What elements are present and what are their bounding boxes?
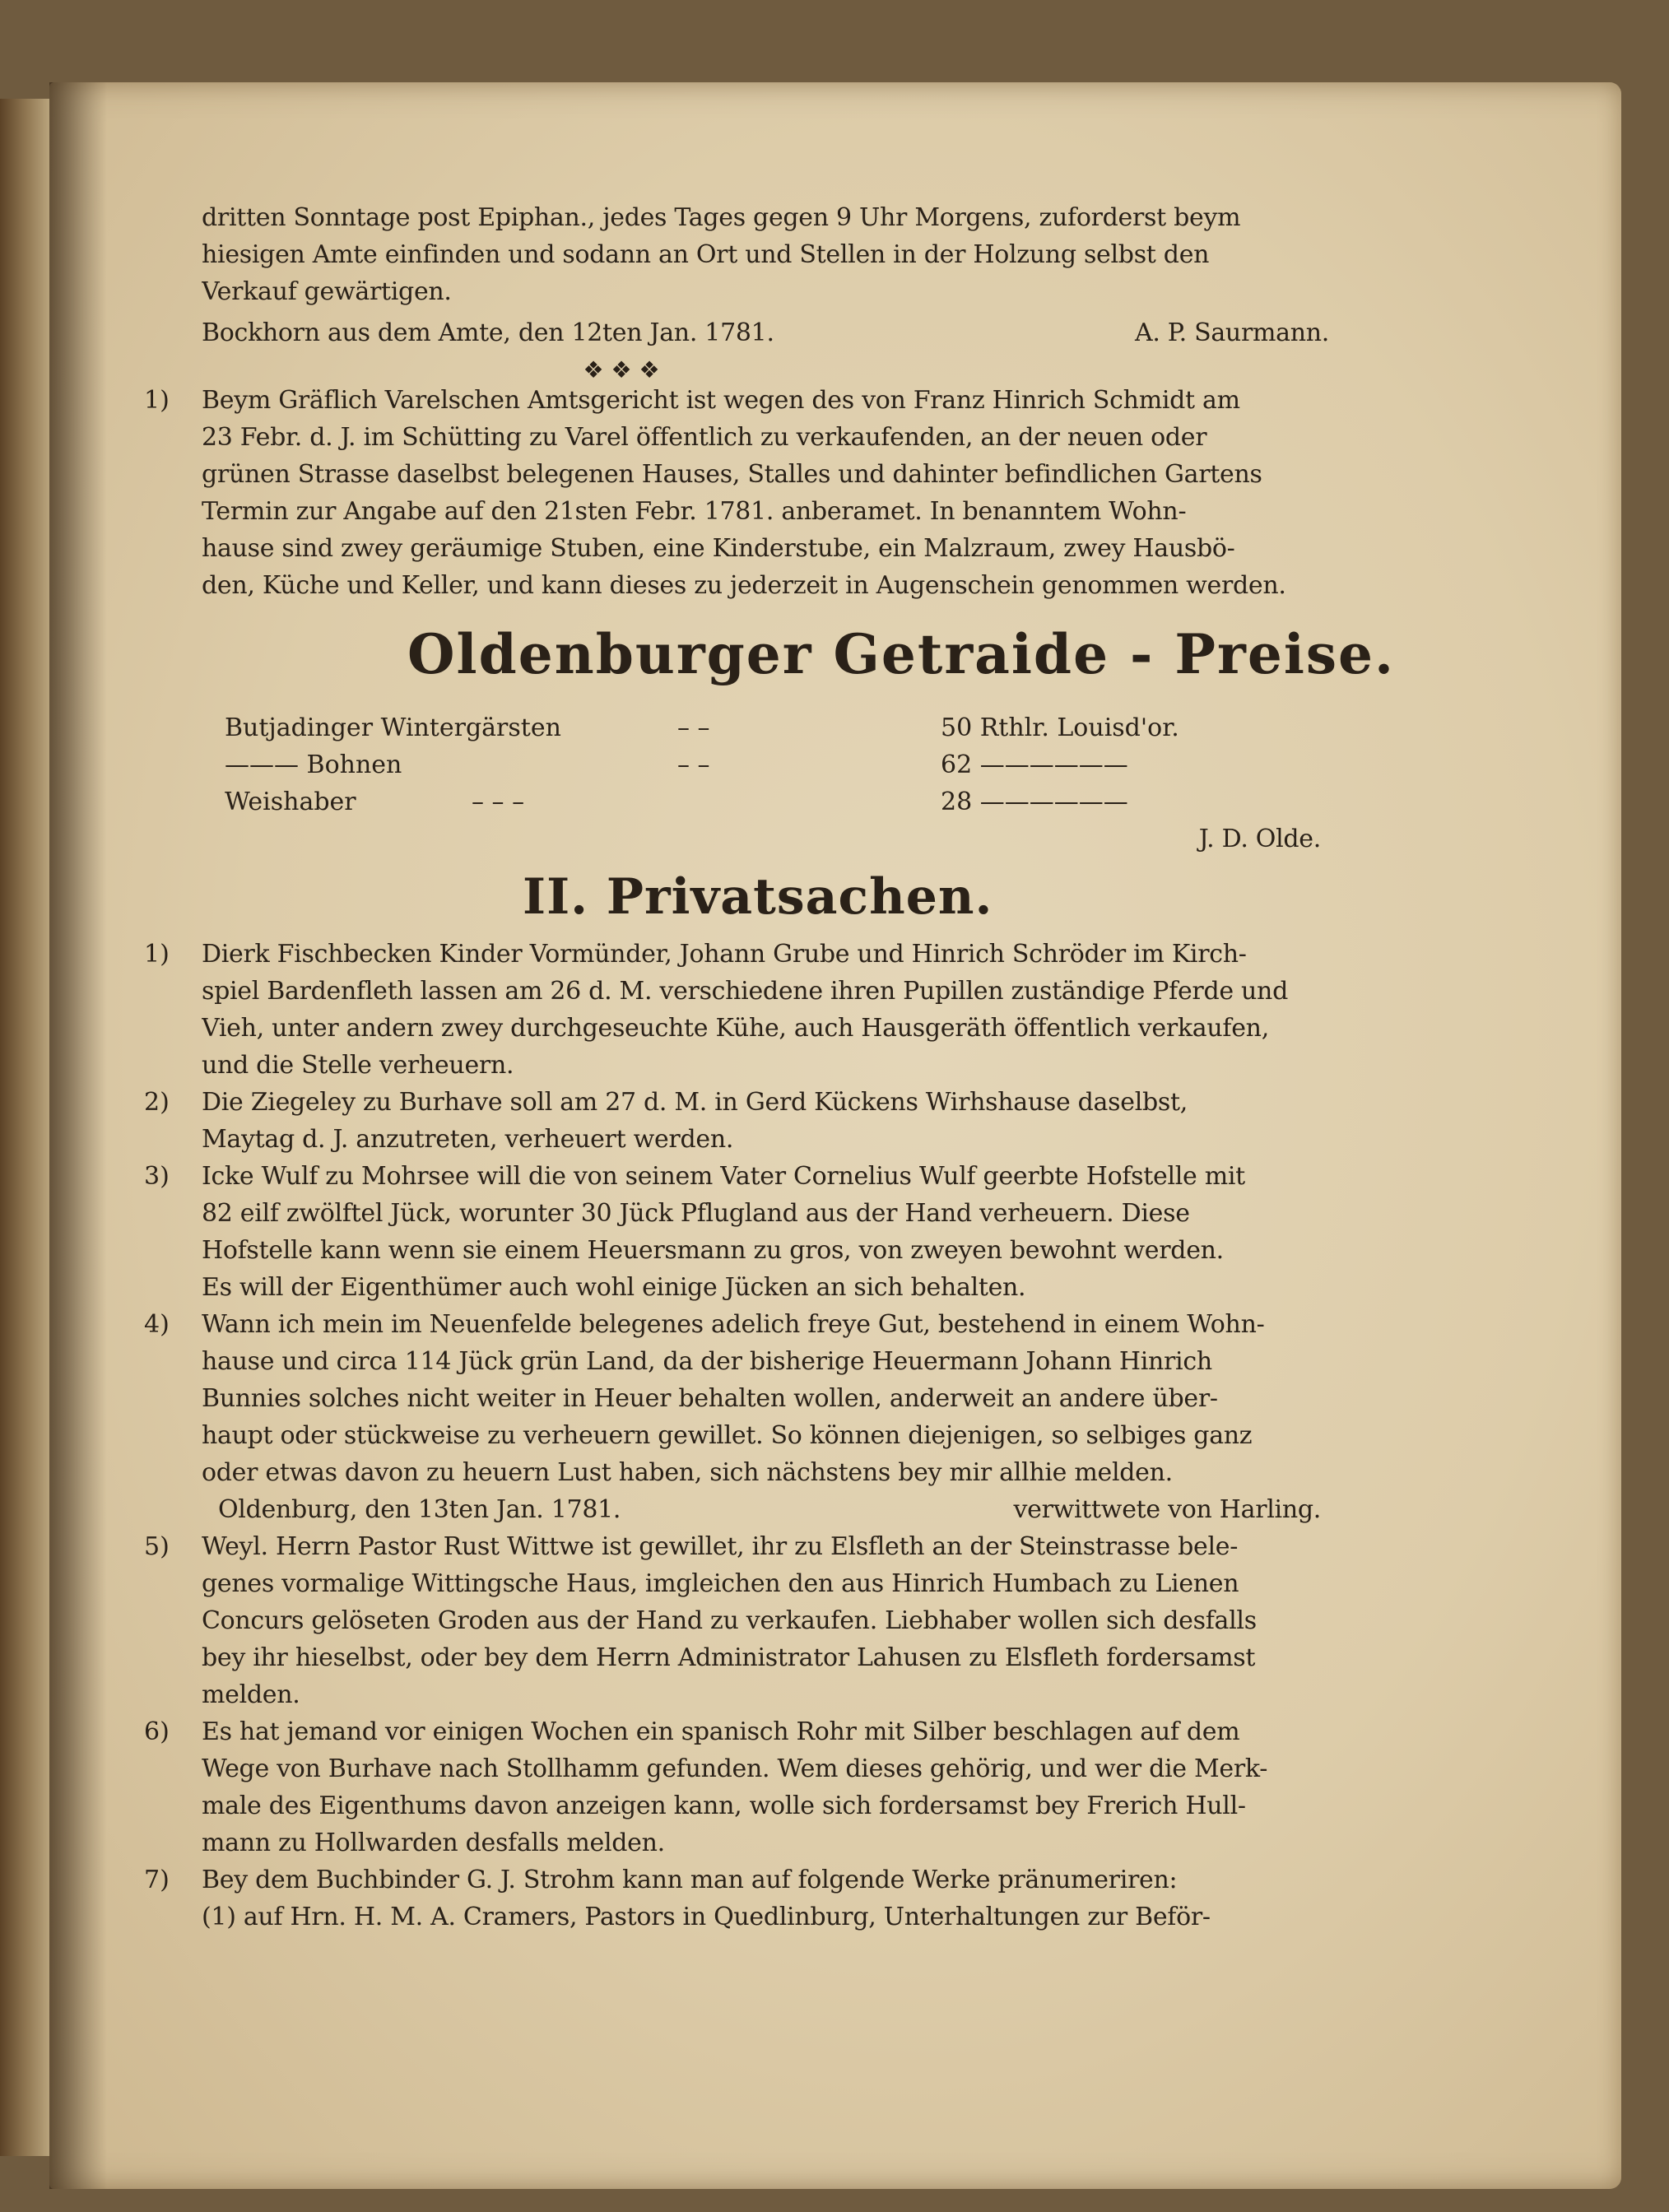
grain-price: 50 Rthlr. Louisd'or. (941, 713, 1179, 742)
grain-prices-heading: Oldenburger Getraide - Preise. (407, 622, 1396, 686)
item-1-line: und die Stelle verheuern. (202, 1051, 514, 1080)
spine-shadow (49, 82, 107, 2189)
notice-1-line: hause sind zwey geräumige Stuben, eine Kinderstube, ein Malzraum, zwey Hausbö- (202, 534, 1235, 563)
item-6-line: male des Eigenthums davon anzeigen kann, wolle sich fordersamst bey Frerich Hull- (202, 1791, 1246, 1820)
item-7-line: (1) auf Hrn. H. M. A. Cramers, Pastors in Quedlinburg, Unterhaltungen zur Beför- (202, 1903, 1211, 1931)
item-1-line: Dierk Fischbecken Kinder Vormünder, Johann Grube und Hinrich Schröder im Kirch- (202, 940, 1247, 969)
grain-price-row (225, 786, 1311, 819)
notice-top-signature: A. P. Saurmann. (1134, 318, 1329, 347)
section-heading: II. Privatsachen. (523, 868, 993, 926)
item-6-line: mann zu Hollwarden desfalls melden. (202, 1829, 665, 1857)
notice-1-line: 23 Febr. d. J. im Schütting zu Varel öffentlich zu verkaufenden, an der neuen oder (202, 423, 1207, 452)
item-number: 6) (144, 1717, 170, 1746)
item-5-line: Concurs gelöseten Groden aus der Hand zu verkaufen. Liebhaber wollen sich desfalls (202, 1606, 1257, 1635)
notice-top-place-date: Bockhorn aus dem Amte, den 12ten Jan. 1781. (202, 318, 774, 347)
bleed-through-mark (123, 247, 173, 280)
item-5-line: Weyl. Herrn Pastor Rust Wittwe ist gewillet, ihr zu Elsfleth an der Steinstrasse bele- (202, 1532, 1239, 1561)
grain-prices-signature: J. D. Olde. (1198, 825, 1321, 853)
grain-dash: – – (677, 750, 710, 779)
item-4-line: Bunnies solches nicht weiter in Heuer behalten wollen, anderweit an andere über- (202, 1384, 1218, 1413)
grain-name: ——— Bohnen (225, 750, 402, 779)
notice-1-line: Beym Gräflich Varelschen Amtsgericht ist wegen des von Franz Hinrich Schmidt am (202, 386, 1240, 415)
item-2-line: Die Ziegeley zu Burhave soll am 27 d. M. in Gerd Kückens Wirhshause daselbst, (202, 1088, 1188, 1117)
grain-name: Weishaber (225, 788, 356, 816)
grain-price-row (225, 712, 1311, 745)
grain-price: 28 —————— (941, 788, 1128, 816)
item-2-line: Maytag d. J. anzutreten, verheuert werden. (202, 1125, 734, 1154)
notice-1-line: grünen Strasse daselbst belegenen Hauses, Stalles und dahinter befindlichen Gartens (202, 460, 1262, 489)
grain-name: Butjadinger Wintergärsten (225, 713, 561, 742)
notice-1-line: Termin zur Angabe auf den 21sten Febr. 1781. anberamet. In benanntem Wohn- (202, 497, 1187, 526)
item-number: 1) (144, 940, 170, 969)
item-number: 7) (144, 1866, 170, 1894)
item-4-line: oder etwas davon zu heuern Lust haben, sich nächstens bey mir allhie melden. (202, 1458, 1173, 1487)
item-5-line: melden. (202, 1680, 300, 1709)
item-5-line: genes vormalige Wittingsche Haus, imgleichen den aus Hinrich Humbach zu Lienen (202, 1569, 1239, 1598)
item-1-line: spiel Bardenfleth lassen am 26 d. M. verschiedene ihren Pupillen zuständige Pferde und (202, 977, 1288, 1006)
item-number: 3) (144, 1162, 170, 1191)
grain-price: 62 —————— (941, 750, 1128, 779)
grain-dash: – – – (472, 788, 525, 816)
item-number: 5) (144, 1532, 170, 1561)
item-1-line: Vieh, unter andern zwey durchgeseuchte Kühe, auch Hausgeräth öffentlich verkaufen, (202, 1014, 1269, 1043)
notice-top-line: hiesigen Amte einfinden und sodann an Ort und Stellen in der Holzung selbst den (202, 240, 1210, 269)
grain-dash: – – (677, 713, 710, 742)
item-number: 4) (144, 1310, 170, 1339)
item-3-line: Es will der Eigenthümer auch wohl einige Jücken an sich behalten. (202, 1273, 1026, 1302)
item-3-line: 82 eilf zwölftel Jück, worunter 30 Jück Pflugland aus der Hand verheuern. Diese (202, 1199, 1190, 1228)
item-4-line: haupt oder stückweise zu verheuern gewillet. So können diejenigen, so selbiges ganz (202, 1421, 1253, 1450)
notice-1-line: den, Küche und Keller, und kann dieses zu jederzeit in Augenschein genommen werden. (202, 571, 1286, 600)
item-3-line: Hofstelle kann wenn sie einem Heuersmann zu gros, von zweyen bewohnt werden. (202, 1236, 1224, 1265)
ornament-divider: ❖ ❖ ❖ (583, 356, 660, 383)
item-4-line: Wann ich mein im Neuenfelde belegenes adelich freye Gut, bestehend in einem Wohn- (202, 1310, 1265, 1339)
notice-top-line: Verkauf gewärtigen. (202, 277, 452, 306)
item-3-line: Icke Wulf zu Mohrsee will die von seinem Vater Cornelius Wulf geerbte Hofstelle mit (202, 1162, 1245, 1191)
item-7-line: Bey dem Buchbinder G. J. Strohm kann man auf folgende Werke pränumeriren: (202, 1866, 1178, 1894)
item-4-signature: verwittwete von Harling. (1013, 1495, 1321, 1524)
item-5-line: bey ihr hieselbst, oder bey dem Herrn Administrator Lahusen zu Elsfleth fordersamst (202, 1643, 1256, 1672)
notice-top-line: dritten Sonntage post Epiphan., jedes Tages gegen 9 Uhr Morgens, zuforderst beym (202, 203, 1241, 232)
item-4-place-date: Oldenburg, den 13ten Jan. 1781. (218, 1495, 621, 1524)
item-4-line: hause und circa 114 Jück grün Land, da der bisherige Heuermann Johann Hinrich (202, 1347, 1212, 1376)
notice-number: 1) (144, 386, 170, 415)
item-6-line: Wege von Burhave nach Stollhamm gefunden. Wem dieses gehörig, und wer die Merk- (202, 1754, 1268, 1783)
item-number: 2) (144, 1088, 170, 1117)
grain-price-row (225, 749, 1311, 782)
item-6-line: Es hat jemand vor einigen Wochen ein spanisch Rohr mit Silber beschlagen auf dem (202, 1717, 1240, 1746)
